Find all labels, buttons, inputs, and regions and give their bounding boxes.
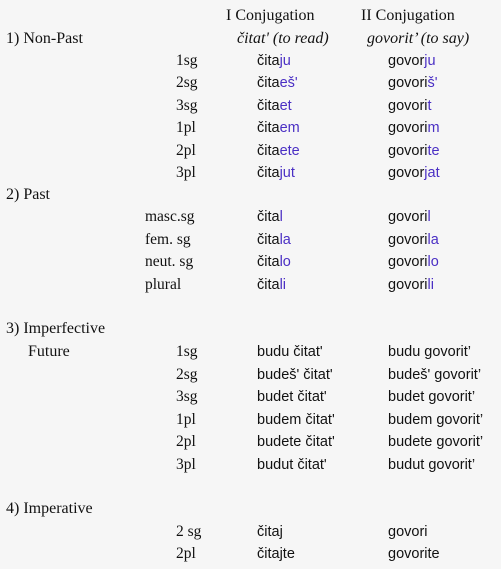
conj2-subheader: govorit’ (to say): [367, 30, 470, 47]
row-label: 2 sg: [176, 523, 202, 540]
section-nonpast: 1) Non-Past: [6, 30, 83, 47]
conj1-form: čitali: [257, 277, 287, 293]
conj1-form: čitala: [257, 232, 291, 248]
conj2-form: govoriš': [388, 75, 438, 91]
conj2-form: govorilo: [388, 254, 439, 270]
conj2-form: govorju: [388, 53, 436, 69]
conj2-form: govorim: [388, 120, 440, 136]
row-label: neut. sg: [145, 253, 194, 270]
row-label: masc.sg: [145, 208, 195, 225]
row-label: 2pl: [176, 142, 196, 159]
row-label: 1sg: [176, 343, 198, 360]
conj1-form: budete čitat': [257, 434, 335, 450]
conj2-form: budete govorit’: [388, 434, 484, 450]
conj1-form: čitaete: [257, 143, 300, 159]
row-label: 2pl: [176, 433, 196, 450]
section-imperative: 4) Imperative: [6, 500, 93, 517]
section-imperfective-future: Future: [28, 343, 70, 360]
row-label: fem. sg: [145, 231, 191, 248]
conj2-form: govorite: [388, 143, 440, 159]
conj1-form: čitaem: [257, 120, 300, 136]
conj1-form: budem čitat': [257, 412, 335, 428]
section-imperfective: 3) Imperfective: [6, 320, 106, 337]
conj1-header: I Conjugation: [226, 7, 315, 24]
conj1-subheader: čitat' (to read): [237, 30, 329, 47]
conj2-header: II Conjugation: [361, 7, 455, 24]
row-label: plural: [145, 276, 182, 293]
row-label: 2pl: [176, 545, 196, 562]
row-label: 1sg: [176, 52, 198, 69]
conj1-form: čitaju: [257, 53, 291, 69]
row-label: 3pl: [176, 456, 196, 473]
conj1-form: čitajte: [257, 546, 295, 562]
conj1-form: čitalo: [257, 254, 291, 270]
conj2-form: govorit: [388, 98, 432, 114]
conj1-form: čitaj: [257, 524, 283, 540]
conj1-form: budet čitat': [257, 389, 327, 405]
conj2-form: govoril: [388, 209, 431, 225]
conj2-form: govorite: [388, 546, 440, 562]
conj2-form: budeš' govorit’: [388, 367, 482, 383]
conj1-form: čitaet: [257, 98, 292, 114]
conj2-form: budut govorit’: [388, 457, 476, 473]
conj2-form: budet govorit’: [388, 389, 476, 405]
conj2-form: budem govorit’: [388, 412, 484, 428]
conj1-form: budu čitat': [257, 344, 323, 360]
conj2-form: govorila: [388, 232, 439, 248]
row-label: 3sg: [176, 97, 198, 114]
row-label: 3sg: [176, 388, 198, 405]
row-label: 2sg: [176, 366, 198, 383]
conj1-form: budut čitat': [257, 457, 327, 473]
conj2-form: govorjat: [388, 165, 440, 181]
row-label: 1pl: [176, 411, 196, 428]
conj1-form: budeš' čitat': [257, 367, 333, 383]
conj2-form: budu govorit’: [388, 344, 472, 360]
section-past: 2) Past: [6, 186, 50, 203]
conj1-form: čitajut: [257, 165, 295, 181]
row-label: 1pl: [176, 119, 196, 136]
conj2-form: govori: [388, 524, 428, 540]
row-label: 3pl: [176, 164, 196, 181]
row-label: 2sg: [176, 74, 198, 91]
conj1-form: čitaeš': [257, 75, 298, 91]
conj2-form: govorili: [388, 277, 434, 293]
conj1-form: čital: [257, 209, 283, 225]
